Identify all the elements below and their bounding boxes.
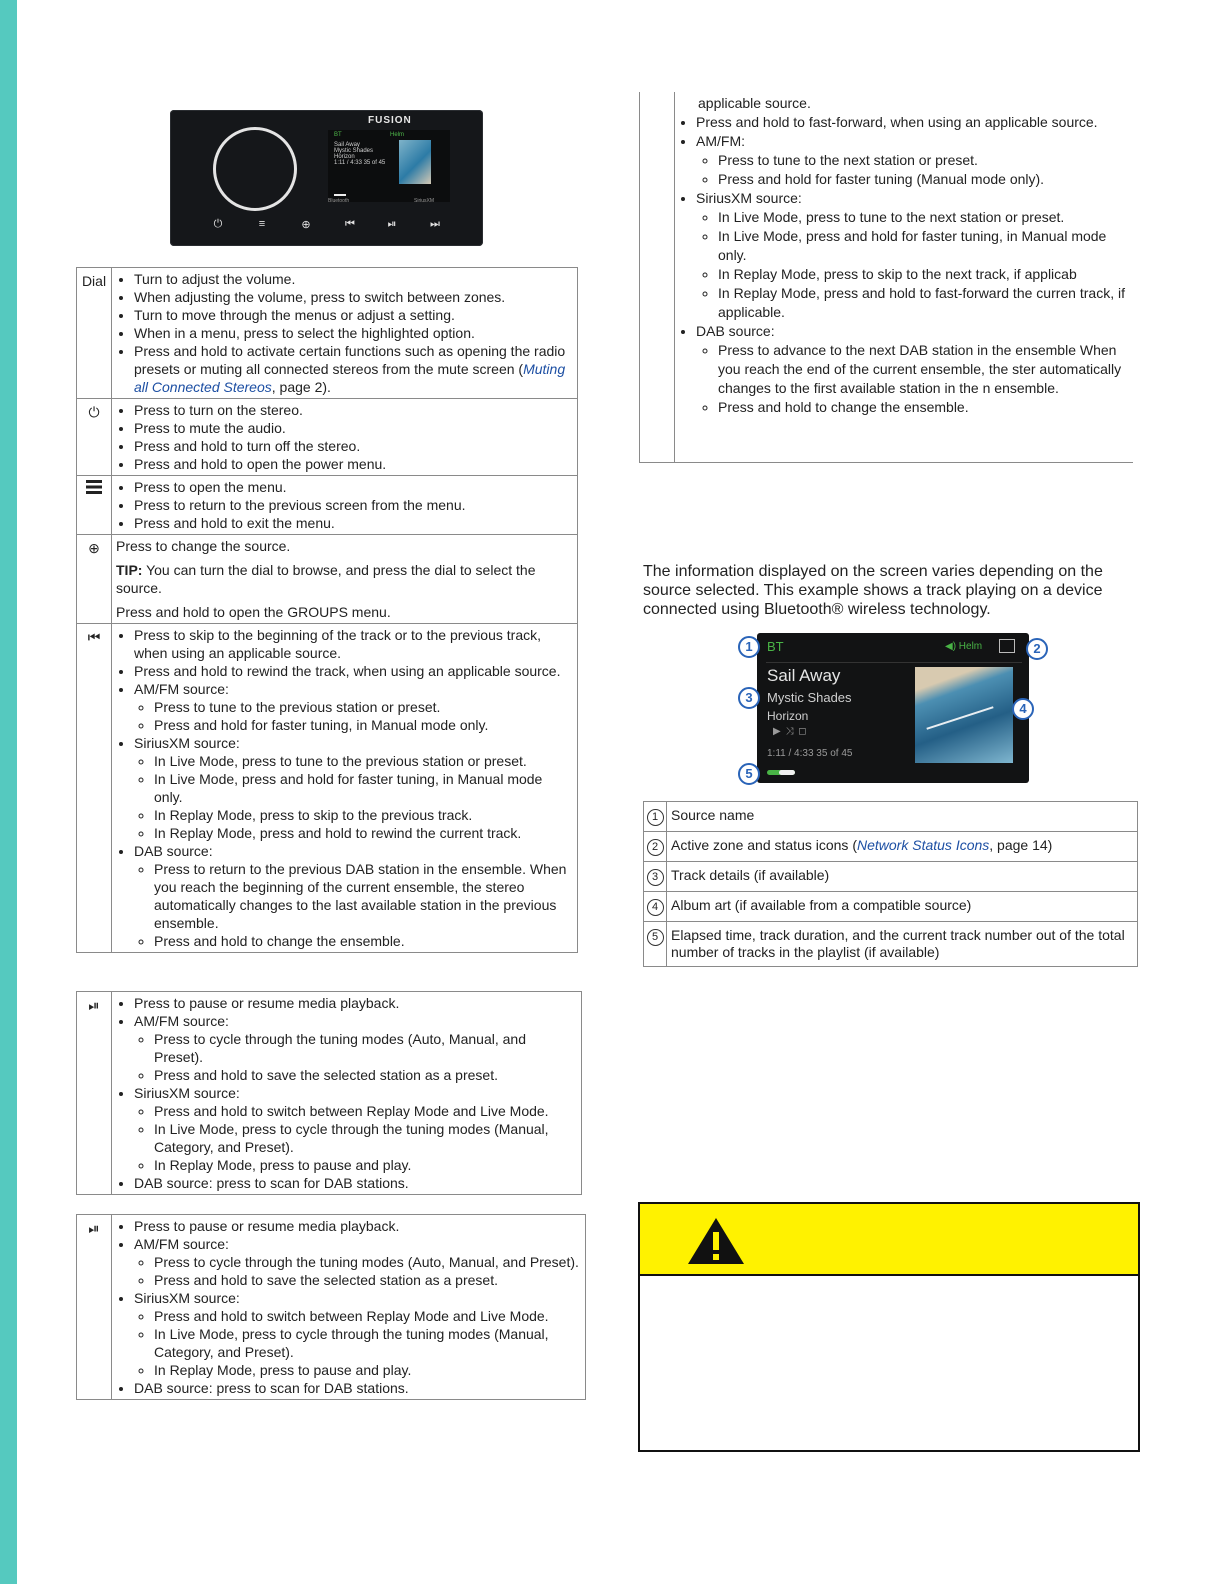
callout-number: 3 [647, 869, 664, 886]
key-play-pause-desc: • Press to pause or resume media playback. • AM/FM source: ◦ Press to cycle through the tuning modes (Auto, Manual, and Preset). ◦ Press and hold to save the selected station as a preset. • SiriusXM source: ◦ Press and hold to switch between Replay Mode and Live Mode. ◦ In Live Mode, press to cycle through the tuning modes (Manual, Category, and Preset). ◦ In Replay Mode, press to pause and play. • DAB source: press to scan for DAB stations. [112, 1215, 586, 1400]
network-status-link[interactable]: Network Status Icons [857, 837, 990, 853]
stereo-screen-progress [334, 194, 346, 196]
previous-track-icon: ⏮ [77, 624, 112, 953]
display-album-art [915, 667, 1013, 763]
menu-button-icon: ≡ [258, 218, 266, 230]
display-divider [766, 662, 1022, 663]
key-play-pause-desc: • Press to pause or resume media playback. • AM/FM source: ◦ Press to cycle through the tuning modes (Auto, Manual, and Preset). ◦ Press and hold to save the selected station as a preset. • SiriusXM source: ◦ Press and hold to switch between Replay Mode and Live Mode. ◦ In Live Mode, press to cycle through the tuning modes (Manual, Category, and Preset). ◦ In Replay Mode, press to pause and play. • DAB source: press to scan for DAB stations. [112, 992, 582, 1195]
display-controls: ▶ ⤨ ◻ [773, 726, 808, 737]
play-pause-icon: ⏯ [77, 1215, 112, 1400]
siriusxm-label: SiriusXM [414, 198, 435, 204]
source-icon: ⊕ [77, 535, 112, 624]
display-track: Sail Away [767, 666, 841, 685]
key-row-power [77, 399, 578, 476]
callout-3: 3 [738, 687, 760, 709]
play-pause-table-1 [76, 991, 582, 1195]
key-power-desc: • Press to turn on the stereo. • Press to mute the audio. • Press and hold to turn off the stereo. • Press and hold to open the power menu. [112, 399, 578, 476]
bluetooth-label: Bluetooth [328, 198, 350, 204]
muting-link[interactable]: Muting all Connected Stereos [134, 361, 566, 395]
display-progress-knob [779, 770, 795, 775]
key-dial-label: Dial [77, 268, 112, 399]
stereo-screen-track: Sail Away Mystic Shades Horizon 1:11 / 4:33 35 of 45 [334, 142, 386, 166]
legend-text: Active zone and status icons (Network Status Icons, page 14) [667, 832, 1138, 862]
warning-box [638, 1202, 1140, 1452]
legend-row [644, 832, 1138, 862]
key-source-desc: Press to change the source. TIP: You can turn the dial to browse, and press the dial to select the source. Press and hold to open the GROUPS menu. [112, 535, 578, 624]
key-row-play-pause [77, 1215, 586, 1400]
legend-text: Album art (if available from a compatible source) [667, 892, 1138, 922]
callout-2: 2 [1026, 638, 1048, 660]
brand-logo: FUSION [368, 115, 412, 126]
display-example [757, 633, 1029, 783]
key-row-dial [77, 268, 578, 399]
key-row-menu [77, 476, 578, 535]
stereo-screen-source: BT [334, 132, 342, 138]
key-row-previous [77, 624, 578, 953]
callout-1: 1 [738, 636, 760, 658]
stereo-screen [328, 130, 450, 202]
next-key-continued [639, 92, 1133, 463]
power-icon: ⏻ [77, 399, 112, 476]
warning-header [640, 1204, 1138, 1276]
legend-row [644, 802, 1138, 832]
next-key-desc: applicable source. • Press and hold to fast-forward, when using an applicable source. • AM/FM: ◦ Press to tune to the next station or preset. ◦ Press and hold for faster tuning (Manual mode only). • SiriusXM source: ◦ In Live Mode, press to tune to the next station or preset. ◦ In Live Mode, press and hold for faster tuning, in Manual mode only. ◦ In Replay Mode, press to skip to the next track, if applicab ◦ In Replay Mode, press and hold to fast-forward the curren track, if applicable. • DAB source: ◦ Press to advance to the next DAB station in the ensemble When you reach the end of the current ensemble, the ster automatically changes to the first available station in the n ensemble. ◦ Press and hold to change the ensemble. [674, 92, 1133, 417]
callout-5: 5 [738, 763, 760, 785]
key-row-play-pause [77, 992, 582, 1195]
stereo-screen-status: Helm [390, 132, 405, 138]
callout-legend-table [643, 801, 1138, 967]
legend-text: Track details (if available) [667, 862, 1138, 892]
menu-icon [77, 476, 112, 535]
play-pause-button-icon: ⏯ [387, 218, 397, 230]
legend-row [644, 892, 1138, 922]
display-time: 1:11 / 4:33 35 of 45 [767, 748, 853, 759]
legend-row [644, 862, 1138, 892]
volume-dial [213, 127, 297, 211]
stereo-screen-album-art [399, 140, 431, 184]
power-button-icon: ⏻ [213, 218, 223, 230]
next-button-icon: ⏭ [430, 218, 440, 230]
previous-button-icon: ⏮ [345, 218, 355, 230]
callout-number: 5 [647, 929, 664, 946]
display-source: BT [767, 639, 784, 654]
display-artist: Mystic Shades [767, 690, 852, 705]
play-pause-table-2 [76, 1214, 586, 1400]
callout-4: 4 [1012, 698, 1034, 720]
legend-text: Source name [667, 802, 1138, 832]
teal-side-bar [0, 0, 17, 1584]
callout-number: 2 [647, 839, 664, 856]
key-dial-desc: • Turn to adjust the volume. • When adjusting the volume, press to switch between zones. • Turn to move through the menus or adjust a setting. • When in a menu, press to select the highlighted option. • Press and hold to activate certain functions such as opening the radio presets or muting all connected stereos from the mute screen (Muting all Connected Stereos, page 2). [112, 268, 578, 399]
display-status: ◀) Helm [945, 641, 983, 652]
screen-info-paragraph: The information displayed on the screen varies depending on the source selected. This example shows a track playing on a device connected using Bluetooth® wireless technology. [643, 563, 1103, 618]
keys-table [76, 267, 578, 953]
callout-number: 4 [647, 899, 664, 916]
warning-triangle-icon [686, 1216, 746, 1266]
status-icon [999, 639, 1015, 653]
display-album: Horizon [767, 709, 809, 723]
source-button-icon: ⊕ [301, 219, 311, 231]
callout-number: 1 [647, 809, 664, 826]
stereo-front-panel-image [170, 110, 483, 246]
play-pause-icon: ⏯ [77, 992, 112, 1195]
legend-text: Elapsed time, track duration, and the current track number out of the total number of tracks in the playlist (if available) [667, 922, 1138, 967]
legend-row [644, 922, 1138, 967]
key-previous-desc: • Press to skip to the beginning of the track or to the previous track, when using an applicable source. • Press and hold to rewind the track, when using an applicable source. • AM/FM source: ◦ Press to tune to the previous station or preset. ◦ Press and hold for faster tuning, in Manual mode only. • SiriusXM source: ◦ In Live Mode, press to tune to the previous station or preset. ◦ In Live Mode, press and hold for faster tuning, in Manual mode only. ◦ In Replay Mode, press to skip to the previous track. ◦ In Replay Mode, press and hold to rewind the current track. • DAB source: ◦ Press to return to the previous DAB station in the ensemble. When you reach the beginning of the current ensemble, the stereo automatically changes to the last available station in the previous ensemble. ◦ Press and hold to change the ensemble. [112, 624, 578, 953]
key-menu-desc: • Press to open the menu. • Press to return to the previous screen from the menu. • Press and hold to exit the menu. [112, 476, 578, 535]
key-row-source [77, 535, 578, 624]
